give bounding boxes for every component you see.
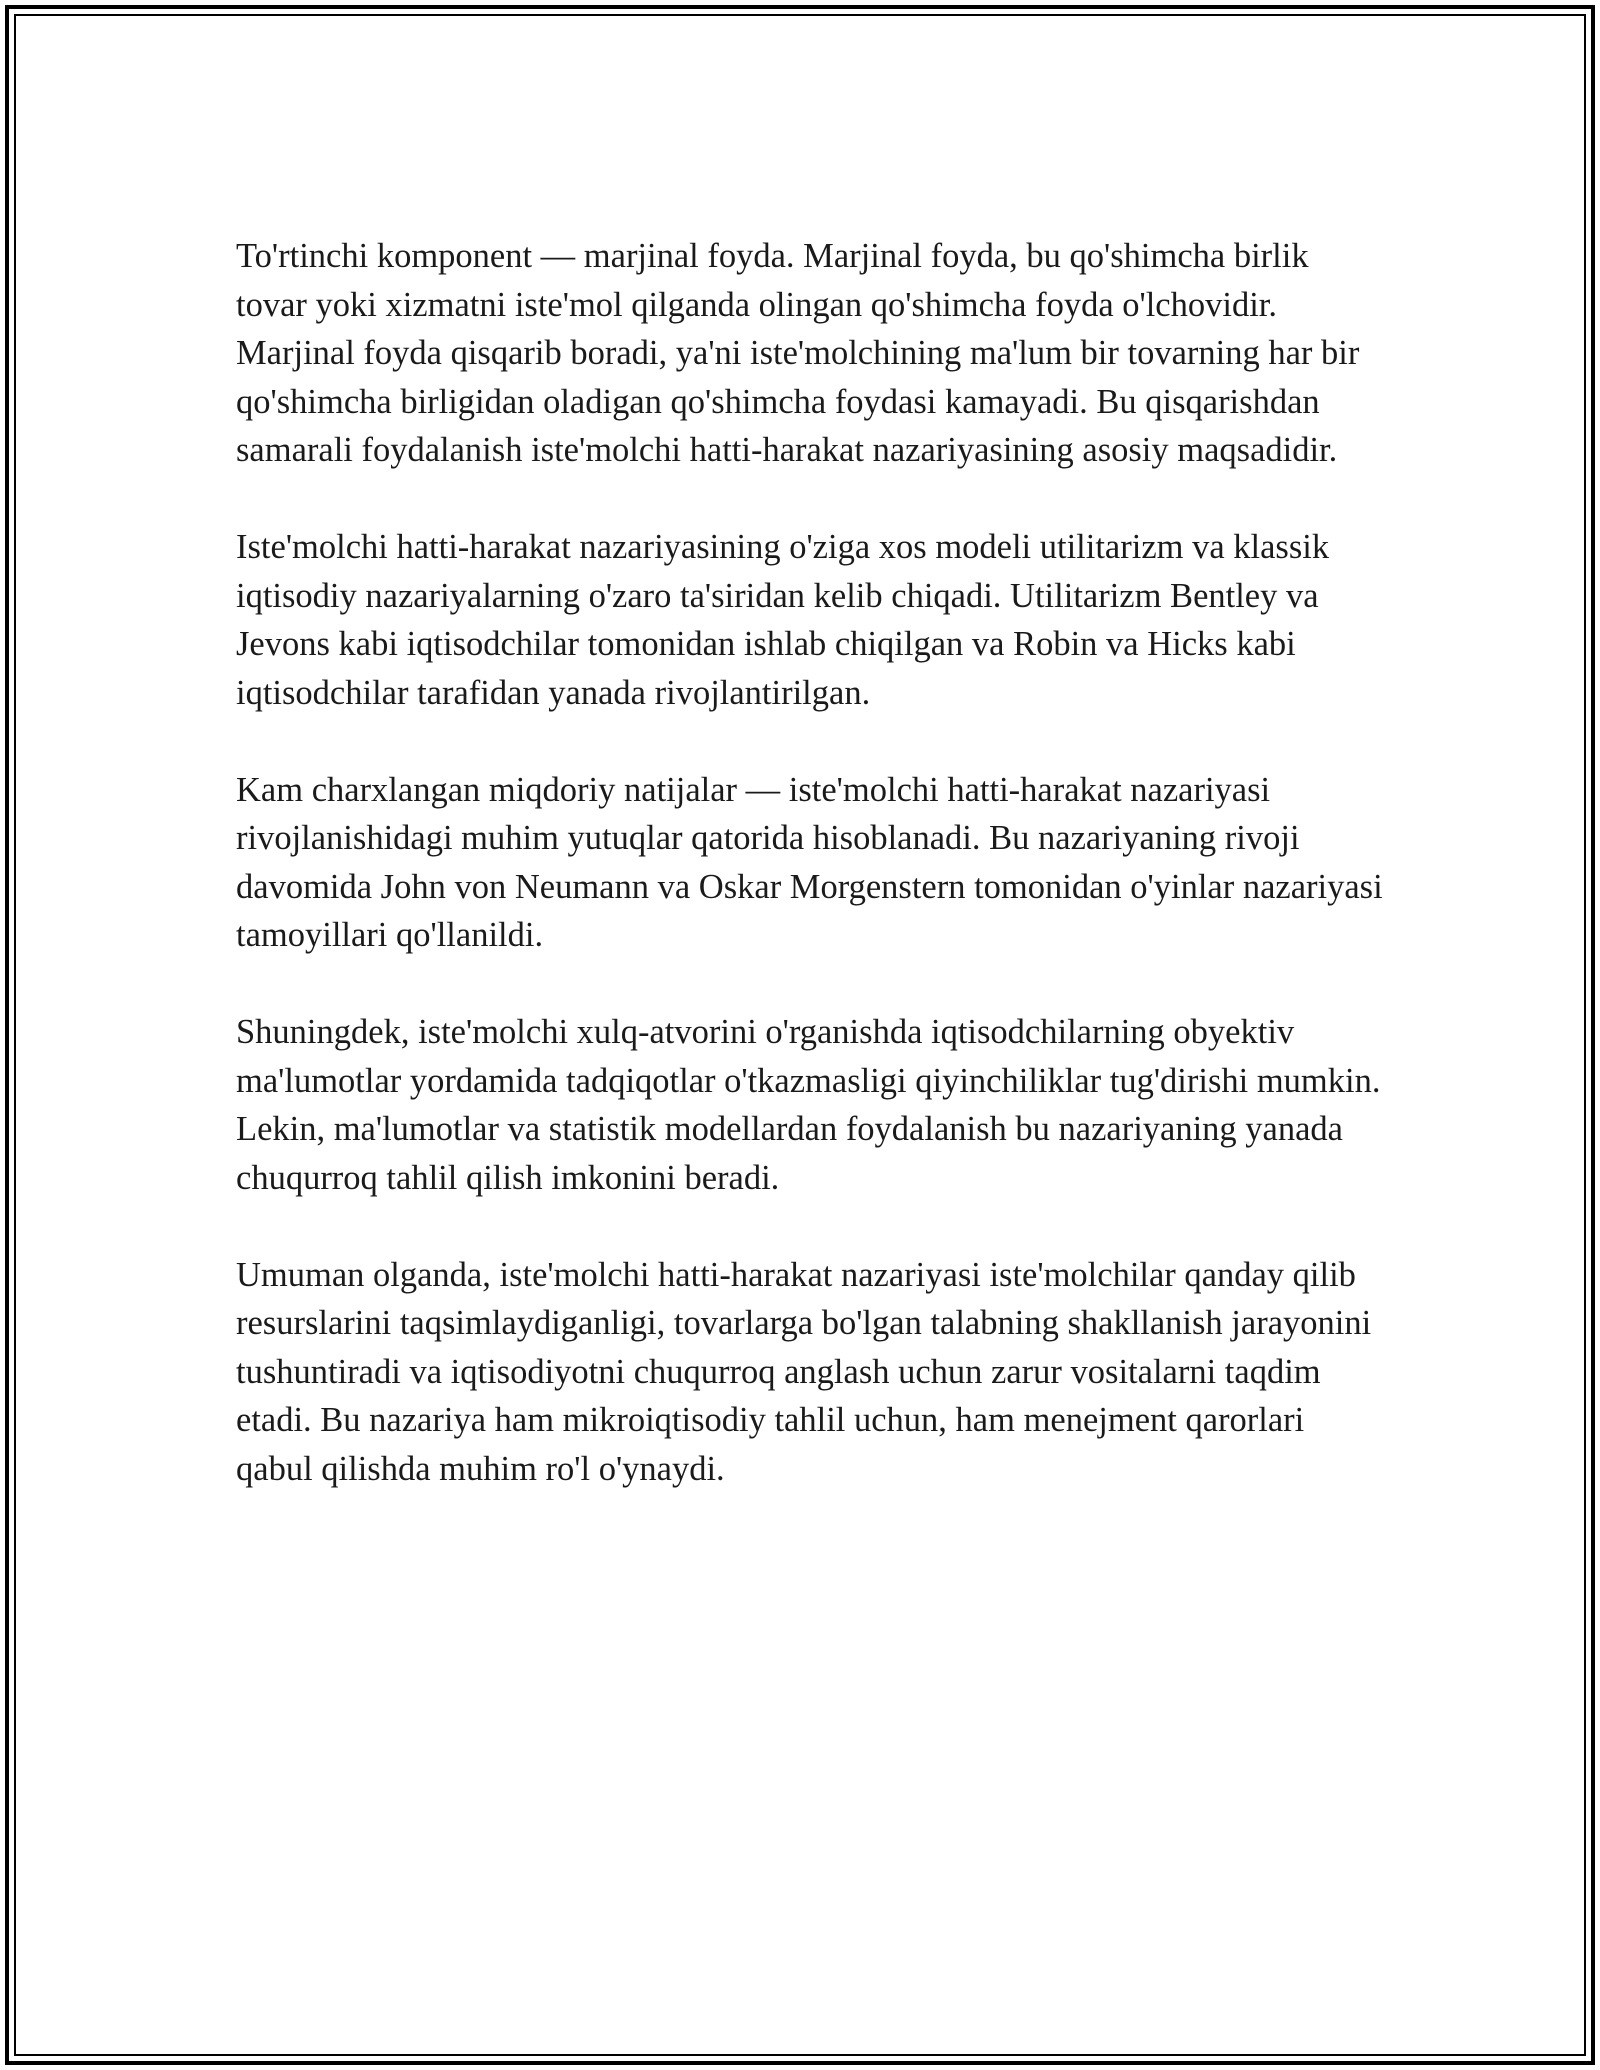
paragraph-utilitarianism-model: Iste'molchi hatti-harakat nazariyasining o'ziga xos modeli utilitarizm va klassik iqtisodiy nazariyalarning o'zaro ta'siridan kelib chiqadi. Utilitarizm Bentley va Jevons kabi iqtisodchilar tomonidan ishlab chiqilgan va Robin va Hicks kabi iqtisodchilar tarafidan yanada rivojlantirilgan. [236,528,1330,712]
paragraph-marginal-benefit: To'rtinchi komponent — marjinal foyda. Marjinal foyda, bu qo'shimcha birlik tovar yoki xizmatni iste'mol qilganda olingan qo'shimcha foyda o'lchovidir. Marjinal foyda qisqarib boradi, ya'ni iste'molchining ma'lum bir tovarning har bir qo'shimcha birligidan oladigan qo'shimcha foydasi kamayadi. Bu qisqarishdan samarali foydalanish iste'molchi hatti-harakat nazariyasining asosiy maqsadidir. [236,237,1360,469]
paragraph-research-difficulties: Shuningdek, iste'molchi xulq-atvorini o'rganishda iqtisodchilarning obyektiv ma'lumotlar yordamida tadqiqotlar o'tkazmasligi qiyinchiliklar tug'dirishi mumkin. Lekin, ma'lumotlar va statistik modellardan foydalanish bu nazariyaning yanada chuqurroq tahlil qilish imkonini beradi. [236,1013,1381,1197]
paragraph-quantitative-results: Kam charxlangan miqdoriy natijalar — iste'molchi hatti-harakat nazariyasi rivojlanishidagi muhim yutuqlar qatorida hisoblanadi. Bu nazariyaning rivoji davomida John von Neumann va Oskar Morgenstern tomonidan o'yinlar nazariyasi tamoyillari qo'llanildi. [236,770,1383,954]
document-body [236,232,1386,1542]
paragraph-conclusion: Umuman olganda, iste'molchi hatti-harakat nazariyasi iste'molchilar qanday qilib resurslarini taqsimlaydiganligi, tovarlarga bo'lgan talabning shakllanish jarayonini tushuntiradi va iqtisodiyotni chuqurroq anglash uchun zarur vositalarni taqdim etadi. Bu nazariya ham mikroiqtisodiy tahlil uchun, ham menejment qarorlari qabul qilishda muhim ro'l o'ynaydi. [236,1255,1372,1488]
